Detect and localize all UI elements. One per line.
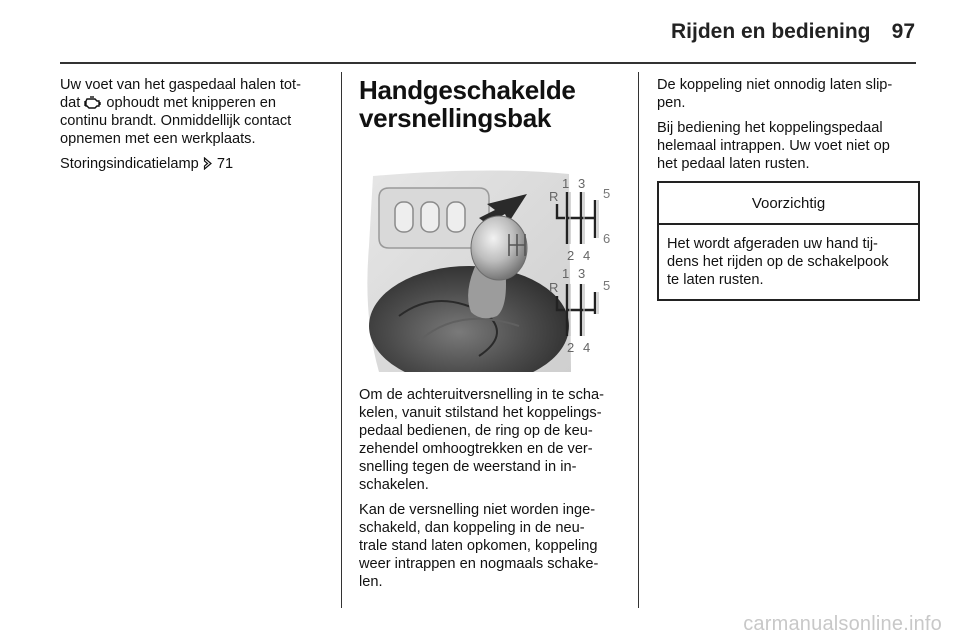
caution-body: Het wordt afgeraden uw hand tij- dens het rijden op de schakelpook te laten rusten. (667, 236, 889, 288)
gear-label-4: 4 (583, 340, 591, 355)
column-divider-1 (341, 72, 342, 608)
paragraph-clutch-slip: De koppeling niet onnodig laten slip- pen. (657, 77, 893, 111)
gear-label-1: 1 (562, 176, 570, 191)
gear-label-6: 6 (603, 231, 611, 246)
gear-label-r: R (549, 189, 559, 204)
gear-label-5: 5 (603, 278, 611, 293)
gear-label-r: R (549, 280, 559, 295)
column-1 (60, 76, 328, 180)
section-title: Handgeschakelde versnellingsbak (359, 75, 576, 133)
paragraph-gear-engage: Kan de versnelling niet worden inge- schakeld, dan koppeling in de neu- trale stand laten opkomen, koppeling weer intrappen en nogmaals schake- len. (359, 502, 599, 590)
page-reference-arrow-icon (203, 157, 213, 170)
column-2 (359, 76, 621, 598)
engine-warning-icon (84, 95, 102, 109)
reference-link[interactable]: Storingsindicatielamp 71 (60, 156, 234, 172)
paragraph-reverse-gear: Om de achteruitversnelling in te scha- kelen, vanuit stilstand het koppelings- pedaal bedienen, de ring op de keu- zehendel omhoogtrekken en de ver- snelling tegen de weerstand in in- schakelen. (359, 387, 604, 493)
gear-shift-illustration (359, 166, 621, 372)
gear-label-5: 5 (603, 186, 611, 201)
gear-label-1: 1 (562, 266, 570, 281)
header-rule (60, 62, 916, 64)
paragraph-clutch-pedal: Bij bediening het koppelingspedaal helemaal intrappen. Uw voet niet op het pedaal laten rusten. (657, 120, 890, 172)
gear-label-2: 2 (567, 340, 575, 355)
paragraph-flashing-light: Uw voet van het gaspedaal halen tot- dat ophoudt met knipperen en continu brandt. Onmiddellijk contact opnemen met een werkplaats. (60, 77, 301, 147)
column-divider-2 (638, 72, 639, 608)
gear-label-2: 2 (567, 248, 575, 263)
gear-label-3: 3 (578, 176, 586, 191)
gear-label-3: 3 (578, 266, 586, 281)
page-header (0, 0, 960, 66)
column-3 (657, 76, 919, 301)
page-number: 97 (891, 20, 915, 43)
watermark: carmanualsonline.info (743, 613, 942, 635)
caution-box (657, 181, 920, 301)
chapter-title: Rijden en bediening (671, 20, 871, 43)
gear-label-4: 4 (583, 248, 591, 263)
caution-title: Voorzichtig (659, 183, 918, 225)
